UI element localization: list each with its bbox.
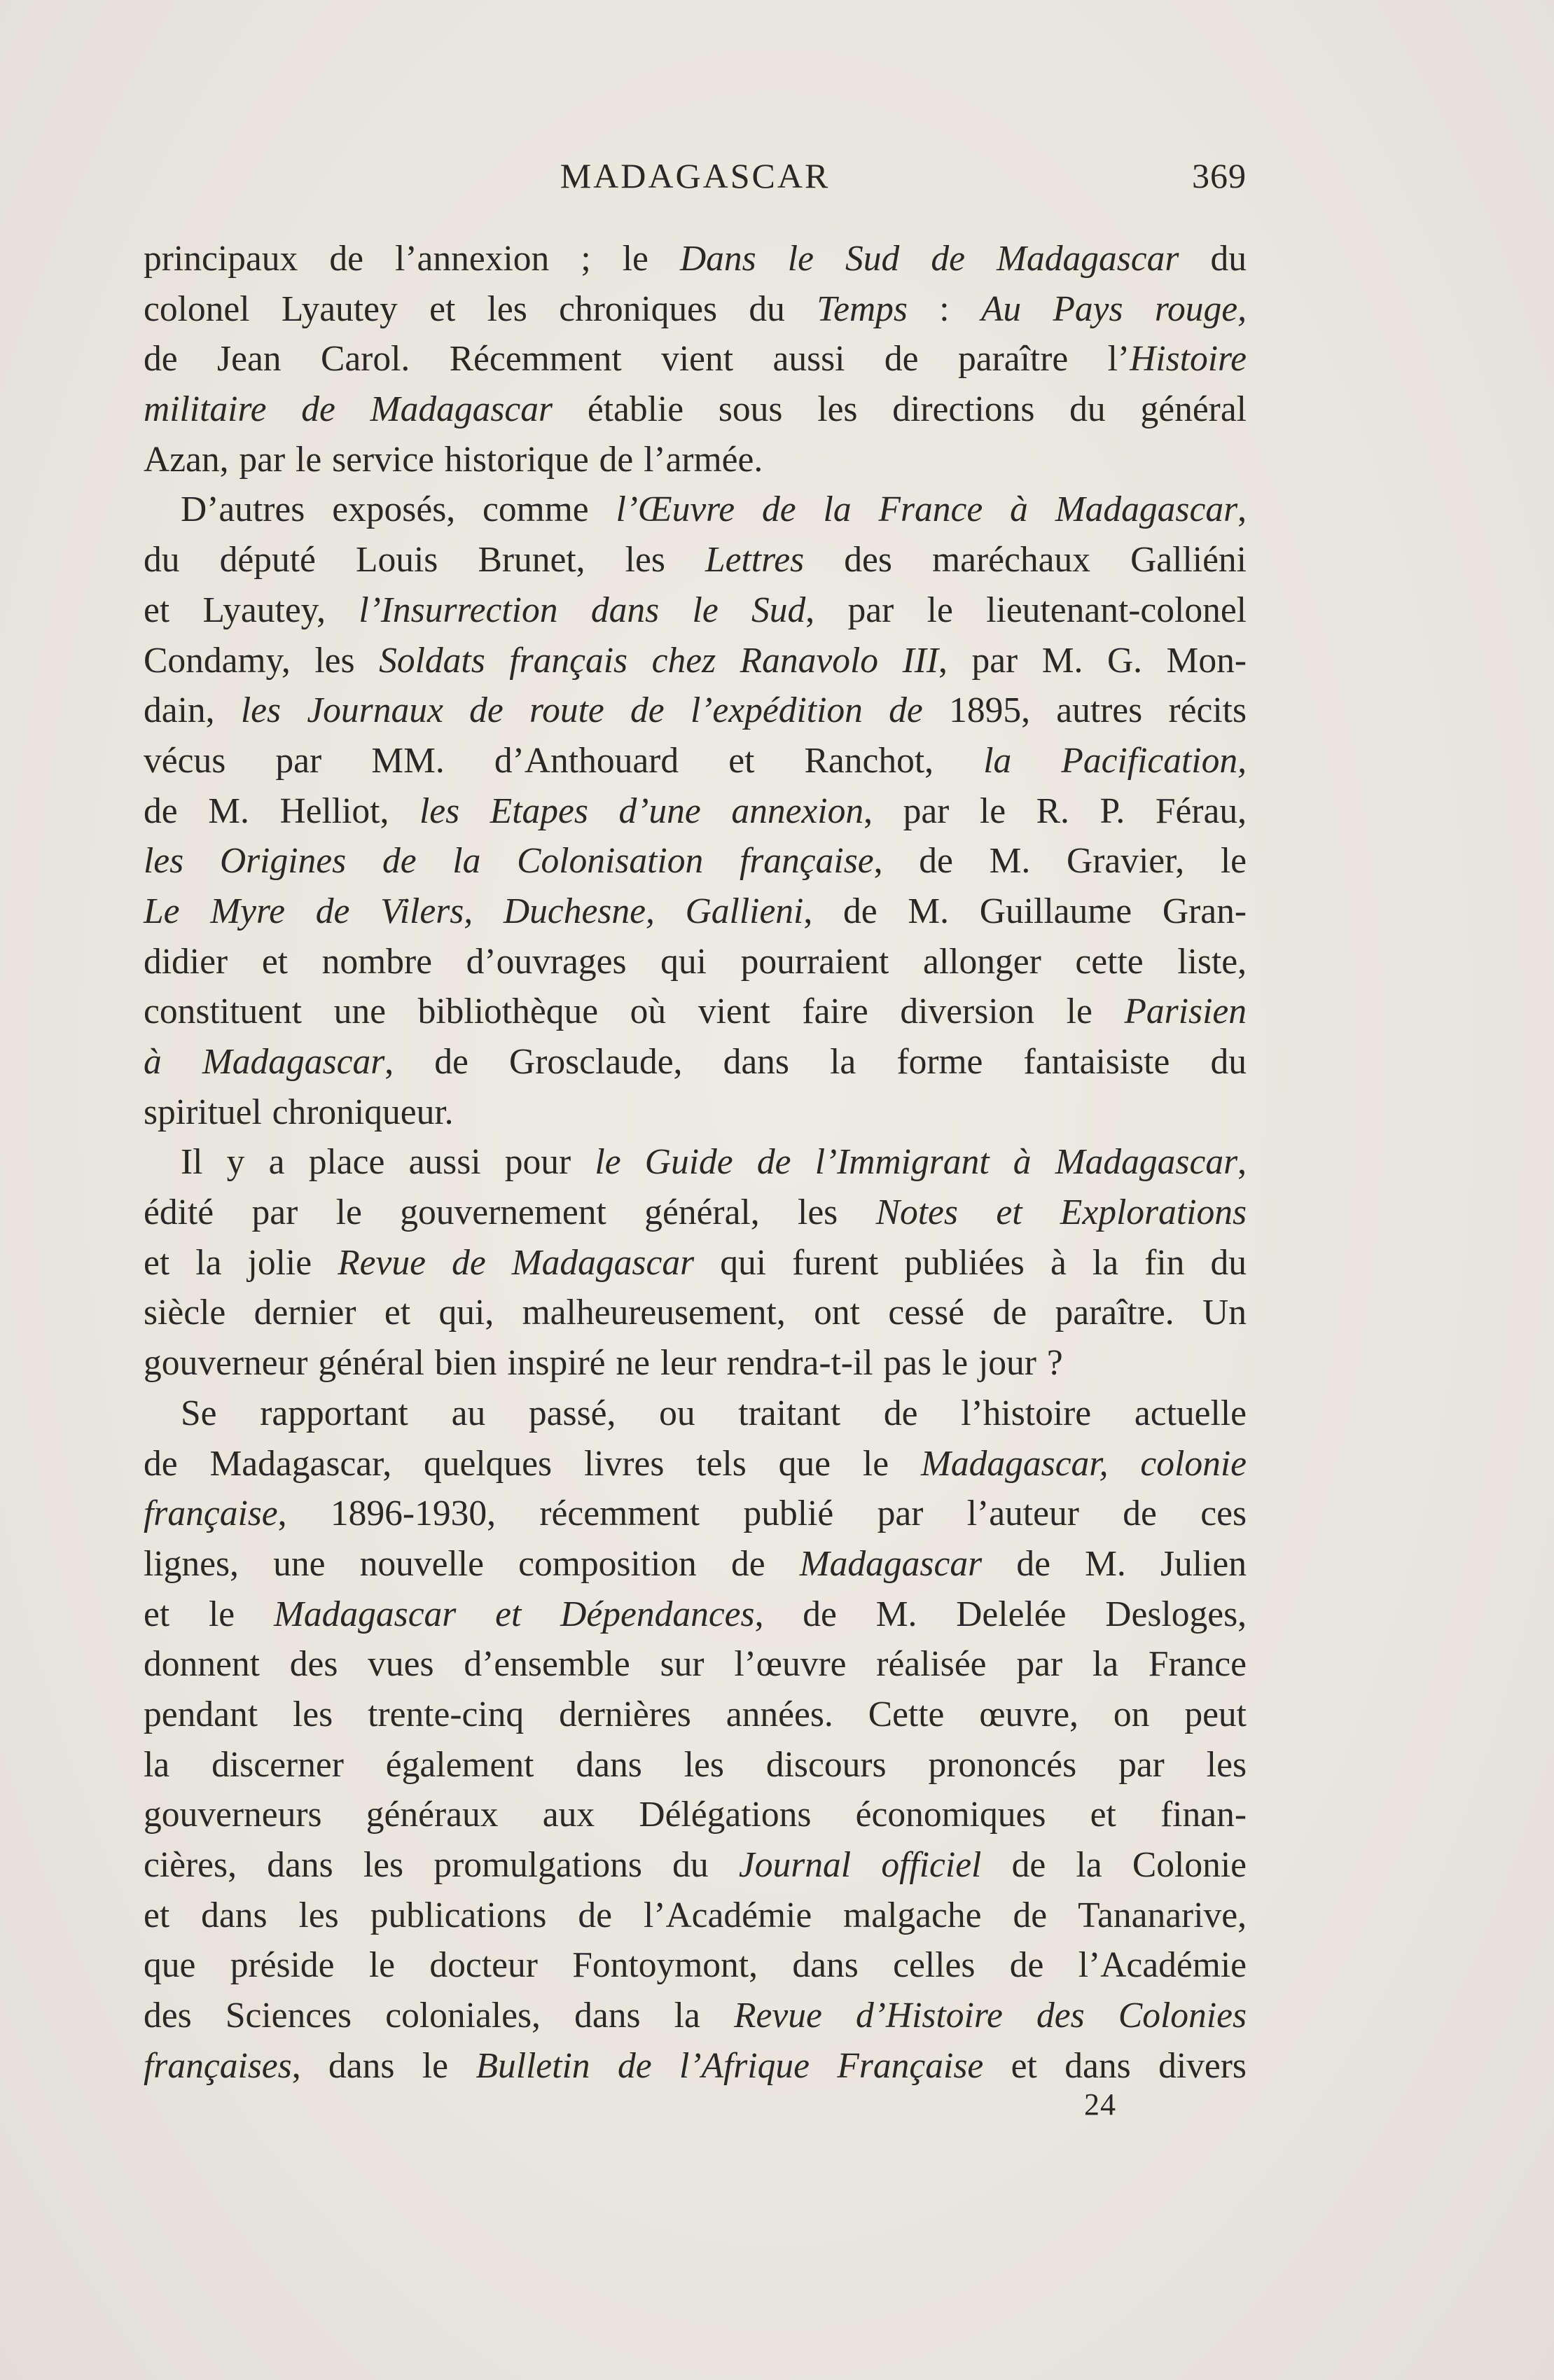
text-line: françaises, dans le Bulletin de l’Afrique Française et dans divers bbox=[144, 2045, 1247, 2086]
text-line: et la jolie Revue de Madagascar qui furent publiées à la fin du bbox=[144, 1242, 1247, 1283]
body-text bbox=[144, 234, 1247, 2091]
text-line: du député Louis Brunet, les Lettres des maréchaux Galliéni bbox=[144, 540, 1247, 580]
text-line: des Sciences coloniales, dans la Revue d’Histoire des Colonies bbox=[144, 1996, 1247, 2036]
text-line: lignes, une nouvelle composition de Madagascar de M. Julien bbox=[144, 1543, 1247, 1584]
text-line: française, 1896-1930, récemment publié par l’auteur de ces bbox=[144, 1494, 1247, 1534]
text-line: militaire de Madagascar établie sous les directions du général bbox=[144, 389, 1247, 430]
text-line: la discerner également dans les discours prononcés par les bbox=[144, 1744, 1247, 1785]
signature-mark: 24 bbox=[1084, 2087, 1116, 2122]
text-line: constituent une bibliothèque où vient faire diversion le Parisien bbox=[144, 991, 1247, 1032]
text-line: et Lyautey, l’Insurrection dans le Sud, par le lieutenant-colonel bbox=[144, 590, 1247, 630]
text-line: donnent des vues d’ensemble sur l’œuvre réalisée par la France bbox=[144, 1644, 1247, 1685]
text-line: D’autres exposés, comme l’Œuvre de la France à Madagascar, bbox=[181, 489, 1247, 530]
text-line: de M. Helliot, les Etapes d’une annexion, par le R. P. Férau, bbox=[144, 791, 1247, 831]
text-line: Le Myre de Vilers, Duchesne, Gallieni, de M. Guillaume Gran- bbox=[144, 891, 1247, 931]
text-line: et dans les publications de l’Académie malgache de Tananarive, bbox=[144, 1895, 1247, 1935]
text-line: de Jean Carol. Récemment vient aussi de paraître l’Histoire bbox=[144, 339, 1247, 380]
text-line: spirituel chroniqueur. bbox=[144, 1092, 454, 1132]
text-line: colonel Lyautey et les chroniques du Temps : Au Pays rouge, bbox=[144, 288, 1247, 329]
text-line: cières, dans les promulgations du Journal officiel de la Colonie bbox=[144, 1845, 1247, 1885]
text-line: pendant les trente-cinq dernières années. Cette œuvre, on peut bbox=[144, 1694, 1247, 1734]
text-line: Azan, par le service historique de l’armée. bbox=[144, 439, 763, 480]
text-line: à Madagascar, de Grosclaude, dans la forme fantaisiste du bbox=[144, 1042, 1247, 1082]
text-line: que préside le docteur Fontoymont, dans celles de l’Académie bbox=[144, 1945, 1247, 1986]
text-line: dain, les Journaux de route de l’expédition de 1895, autres récits bbox=[144, 690, 1247, 731]
text-line: Se rapportant au passé, ou traitant de l’histoire actuelle bbox=[181, 1393, 1247, 1433]
text-line: et le Madagascar et Dépendances, de M. Delelée Desloges, bbox=[144, 1594, 1247, 1634]
text-line: Il y a place aussi pour le Guide de l’Immigrant à Madagascar, bbox=[181, 1142, 1247, 1183]
text-line: principaux de l’annexion ; le Dans le Sud de Madagascar du bbox=[144, 239, 1247, 279]
text-line: gouverneurs généraux aux Délégations économiques et finan- bbox=[144, 1795, 1247, 1835]
text-line: vécus par MM. d’Anthouard et Ranchot, la Pacification, bbox=[144, 740, 1247, 781]
page-number: 369 bbox=[1192, 156, 1247, 195]
running-head: MADAGASCAR bbox=[560, 156, 831, 195]
text-line: gouverneur général bien inspiré ne leur rendra-t-il pas le jour ? bbox=[144, 1343, 1063, 1384]
text-line: de Madagascar, quelques livres tels que le Madagascar, colonie bbox=[144, 1443, 1247, 1484]
text-line: Condamy, les Soldats français chez Ranavolo III, par M. G. Mon- bbox=[144, 640, 1247, 681]
page-header bbox=[144, 155, 1247, 211]
text-line: siècle dernier et qui, malheureusement, ont cessé de paraître. Un bbox=[144, 1293, 1247, 1333]
text-line: édité par le gouvernement général, les Notes et Explorations bbox=[144, 1192, 1247, 1233]
text-line: didier et nombre d’ouvrages qui pourraient allonger cette liste, bbox=[144, 941, 1247, 982]
text-line: les Origines de la Colonisation française, de M. Gravier, le bbox=[144, 841, 1247, 882]
